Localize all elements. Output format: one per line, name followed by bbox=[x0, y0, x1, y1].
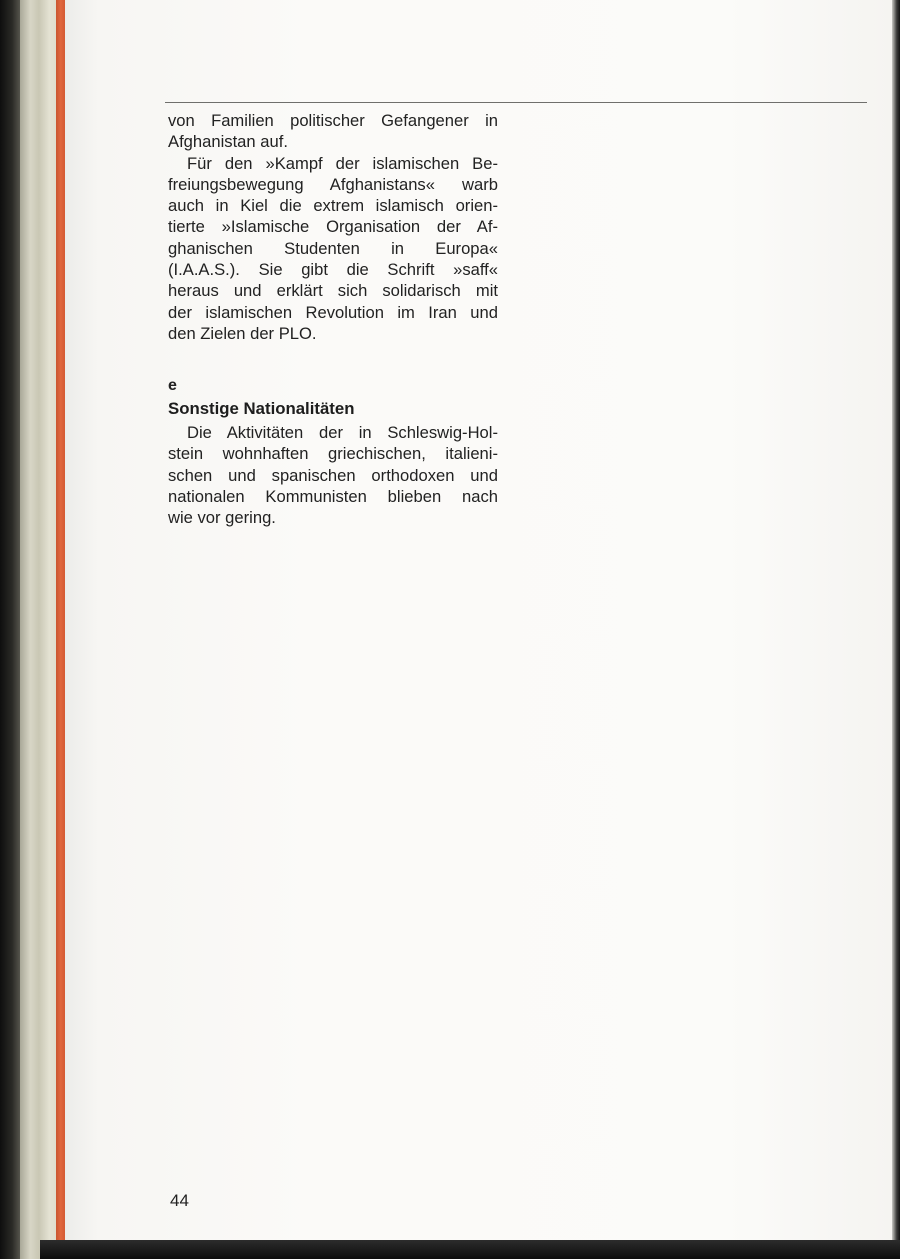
text-line: (I.A.A.S.). Sie gibt die Schrift »saff« bbox=[168, 260, 498, 280]
paragraph-2 bbox=[168, 153, 498, 345]
section-heading: Sonstige Nationalitäten bbox=[168, 399, 355, 418]
text-line: Für den »Kampf der islamischen Be- bbox=[187, 153, 498, 173]
text-line: von Familien politischer Gefangener in bbox=[168, 111, 498, 130]
paragraph-3 bbox=[168, 422, 498, 528]
text-line: tierte »Islamische Organisation der Af- bbox=[168, 217, 498, 237]
header-rule bbox=[165, 102, 867, 103]
text-line: den Zielen der PLO. bbox=[168, 323, 317, 343]
text-line: freiungsbewegung Afghanistans« warb bbox=[168, 174, 498, 194]
right-page-edge bbox=[892, 0, 900, 1259]
paragraph-1 bbox=[168, 110, 498, 153]
text-line: Die Aktivitäten der in Schleswig-Hol- bbox=[187, 423, 498, 442]
red-page-edge bbox=[56, 0, 65, 1259]
section-letter: e bbox=[168, 377, 177, 394]
body-text-column-2 bbox=[168, 422, 498, 528]
body-text-column bbox=[168, 110, 498, 344]
bottom-page-edge bbox=[40, 1240, 900, 1259]
text-line: ghanischen Studenten in Europa« bbox=[168, 238, 498, 258]
text-line: der islamischen Revolution im Iran und bbox=[168, 302, 498, 322]
page-number: 44 bbox=[170, 1191, 189, 1210]
text-line: nationalen Kommunisten blieben nach bbox=[168, 486, 498, 506]
text-line: auch in Kiel die extrem islamisch orien- bbox=[168, 196, 498, 216]
book-spine-shadow bbox=[0, 0, 20, 1259]
text-line: schen und spanischen orthodoxen und bbox=[168, 465, 498, 485]
text-line: wie vor gering. bbox=[168, 508, 276, 528]
text-line: Afghanistan auf. bbox=[168, 132, 288, 152]
text-line: stein wohnhaften griechischen, italieni- bbox=[168, 444, 498, 464]
text-line: heraus und erklärt sich solidarisch mit bbox=[168, 281, 498, 301]
